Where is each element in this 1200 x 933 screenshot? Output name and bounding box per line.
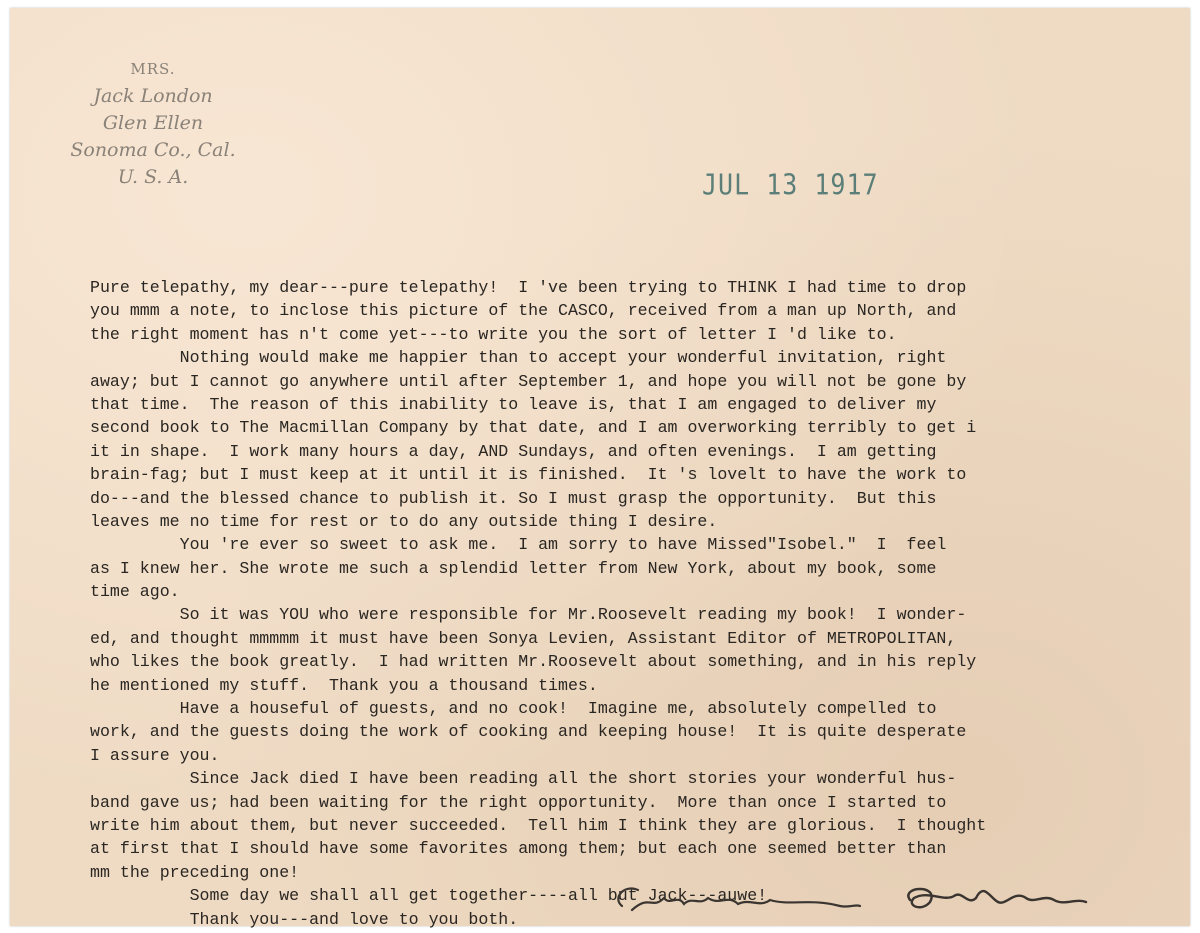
letter-line: I assure you.	[90, 745, 220, 765]
letterhead-country: U. S. A.	[117, 166, 189, 188]
letterhead-county: Sonoma Co., Cal.	[70, 139, 236, 161]
letter-line: it in shape. I work many hours a day, AND Sundays, and often evenings. I am getting	[90, 441, 937, 461]
letter-line: the right moment has n't come yet---to write you the sort of letter I 'd like to.	[90, 324, 897, 344]
letter-line: Have a houseful of guests, and no cook! Imagine me, absolutely compelled to	[90, 699, 937, 719]
letterhead	[58, 56, 248, 191]
letter-line: who likes the book greatly. I had written Mr.Roosevelt about something, and in his reply	[90, 652, 977, 672]
letter-line: Since Jack died I have been reading all the short stories your wonderful hus-	[90, 769, 957, 789]
letter-body	[90, 276, 1150, 931]
letter-line: Thank you---and love to you both.	[90, 909, 519, 929]
letter-line: band gave us; had been waiting for the right opportunity. More than once I started to	[90, 792, 947, 812]
letter-line: write him about them, but never succeeded. Tell him I think they are glorious. I thought	[90, 815, 987, 835]
letter-line: do---and the blessed chance to publish it. So I must grasp the opportunity. But this	[90, 488, 937, 508]
letter-line: away; but I cannot go anywhere until after September 1, and hope you will not be gone by	[90, 371, 967, 391]
letter-paper	[10, 8, 1190, 929]
signature	[610, 876, 1110, 924]
letter-line: mm the preceding one!	[90, 862, 300, 882]
letter-line: brain-fag; but I must keep at it until it is finished. It 's lovelt to have the work to	[90, 465, 967, 485]
letter-line: as I knew her. She wrote me such a splendid letter from New York, about my book, some	[90, 558, 937, 578]
letter-line: second book to The Macmillan Company by that date, and I am overworking terribly to get i	[90, 418, 977, 438]
letter-line: Pure telepathy, my dear---pure telepathy! I 've been trying to THINK I had time to drop	[90, 278, 967, 297]
letterhead-town: Glen Ellen	[102, 112, 204, 134]
letterhead-name: Jack London	[93, 85, 213, 107]
letter-line: ed, and thought mmmmm it must have been Sonya Levien, Assistant Editor of METROPOLITAN,	[90, 628, 957, 648]
letter-line: time ago.	[90, 582, 180, 602]
letterhead-title: MRS.	[130, 60, 176, 78]
letter-line: you mmm a note, to inclose this picture of the CASCO, received from a man up North, and	[90, 301, 957, 321]
letter-line: work, and the guests doing the work of cooking and keeping house! It is quite desperate	[90, 722, 967, 742]
letter-line: So it was YOU who were responsible for Mr.Roosevelt reading my book! I wonder-	[90, 605, 967, 625]
letter-line: Some day we shall all get together----all but Jack---auwe!	[90, 886, 768, 906]
letter-line: Nothing would make me happier than to accept your wonderful invitation, right	[90, 348, 947, 368]
letter-line: leaves me no time for rest or to do any outside thing I desire.	[90, 511, 718, 531]
letter-line: You 're ever so sweet to ask me. I am sorry to have Missed"Isobel." I feel	[90, 535, 947, 555]
letter-line: at first that I should have some favorites among them; but each one seemed better than	[90, 839, 947, 859]
letter-line: he mentioned my stuff. Thank you a thousand times.	[90, 675, 598, 695]
date-stamp: JUL 13 1917	[702, 167, 879, 202]
letter-line: that time. The reason of this inability to leave is, that I am engaged to deliver my	[90, 394, 937, 414]
